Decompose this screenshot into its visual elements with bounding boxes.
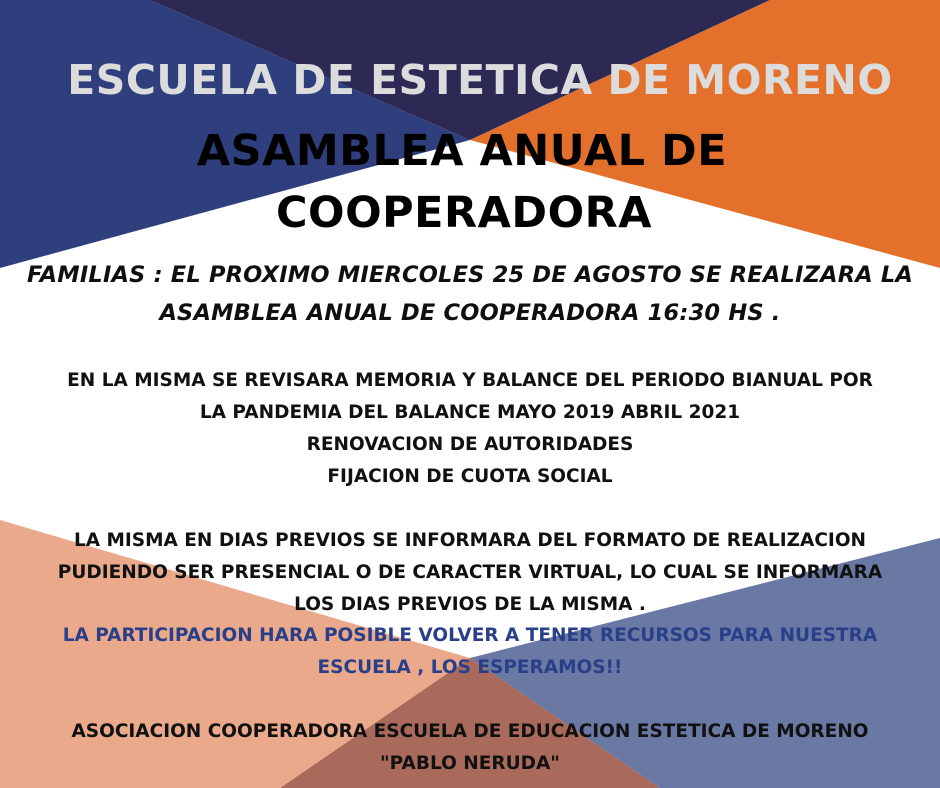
agenda-line-4: FIJACION DE CUOTA SOCIAL — [327, 466, 613, 487]
title-line-1: ASAMBLEA ANUAL DE — [196, 126, 728, 176]
announcement-intro — [0, 256, 940, 332]
agenda-line-3: RENOVACION DE AUTORIDADES — [306, 434, 634, 455]
call-to-action-block — [0, 620, 940, 684]
agenda-block — [0, 365, 940, 493]
cta-line-2: ESCUELA , LOS ESPERAMOS!! — [317, 657, 623, 678]
school-name: ESCUELA DE ESTETICA DE MORENO — [67, 56, 893, 104]
signature-line-1: ASOCIACION COOPERADORA ESCUELA DE EDUCACION ESTETICA DE MORENO — [71, 721, 869, 742]
format-info-block — [0, 525, 940, 621]
cta-line-1: LA PARTICIPACION HARA POSIBLE VOLVER A TENER RECURSOS PARA NUESTRA — [62, 625, 878, 646]
format-line-3: LOS DIAS PREVIOS DE LA MISMA . — [294, 594, 646, 615]
intro-line-2: ASAMBLEA ANUAL DE COOPERADORA 16:30 HS . — [159, 300, 781, 326]
title-line-2: COOPERADORA — [275, 188, 653, 238]
signature-line-2: "PABLO NERUDA" — [380, 753, 560, 774]
agenda-line-1: EN LA MISMA SE REVISARA MEMORIA Y BALANCE DEL PERIODO BIANUAL POR — [67, 370, 873, 391]
intro-line-1: FAMILIAS : EL PROXIMO MIERCOLES 25 DE AGOSTO SE REALIZARA LA — [26, 262, 914, 288]
signature-block — [0, 716, 940, 780]
agenda-line-2: LA PANDEMIA DEL BALANCE MAYO 2019 ABRIL 2021 — [199, 402, 741, 423]
format-line-2: PUDIENDO SER PRESENCIAL O DE CARACTER VIRTUAL, LO CUAL SE INFORMARA — [57, 562, 883, 583]
format-line-1: LA MISMA EN DIAS PREVIOS SE INFORMARA DEL FORMATO DE REALIZACION — [73, 530, 867, 551]
